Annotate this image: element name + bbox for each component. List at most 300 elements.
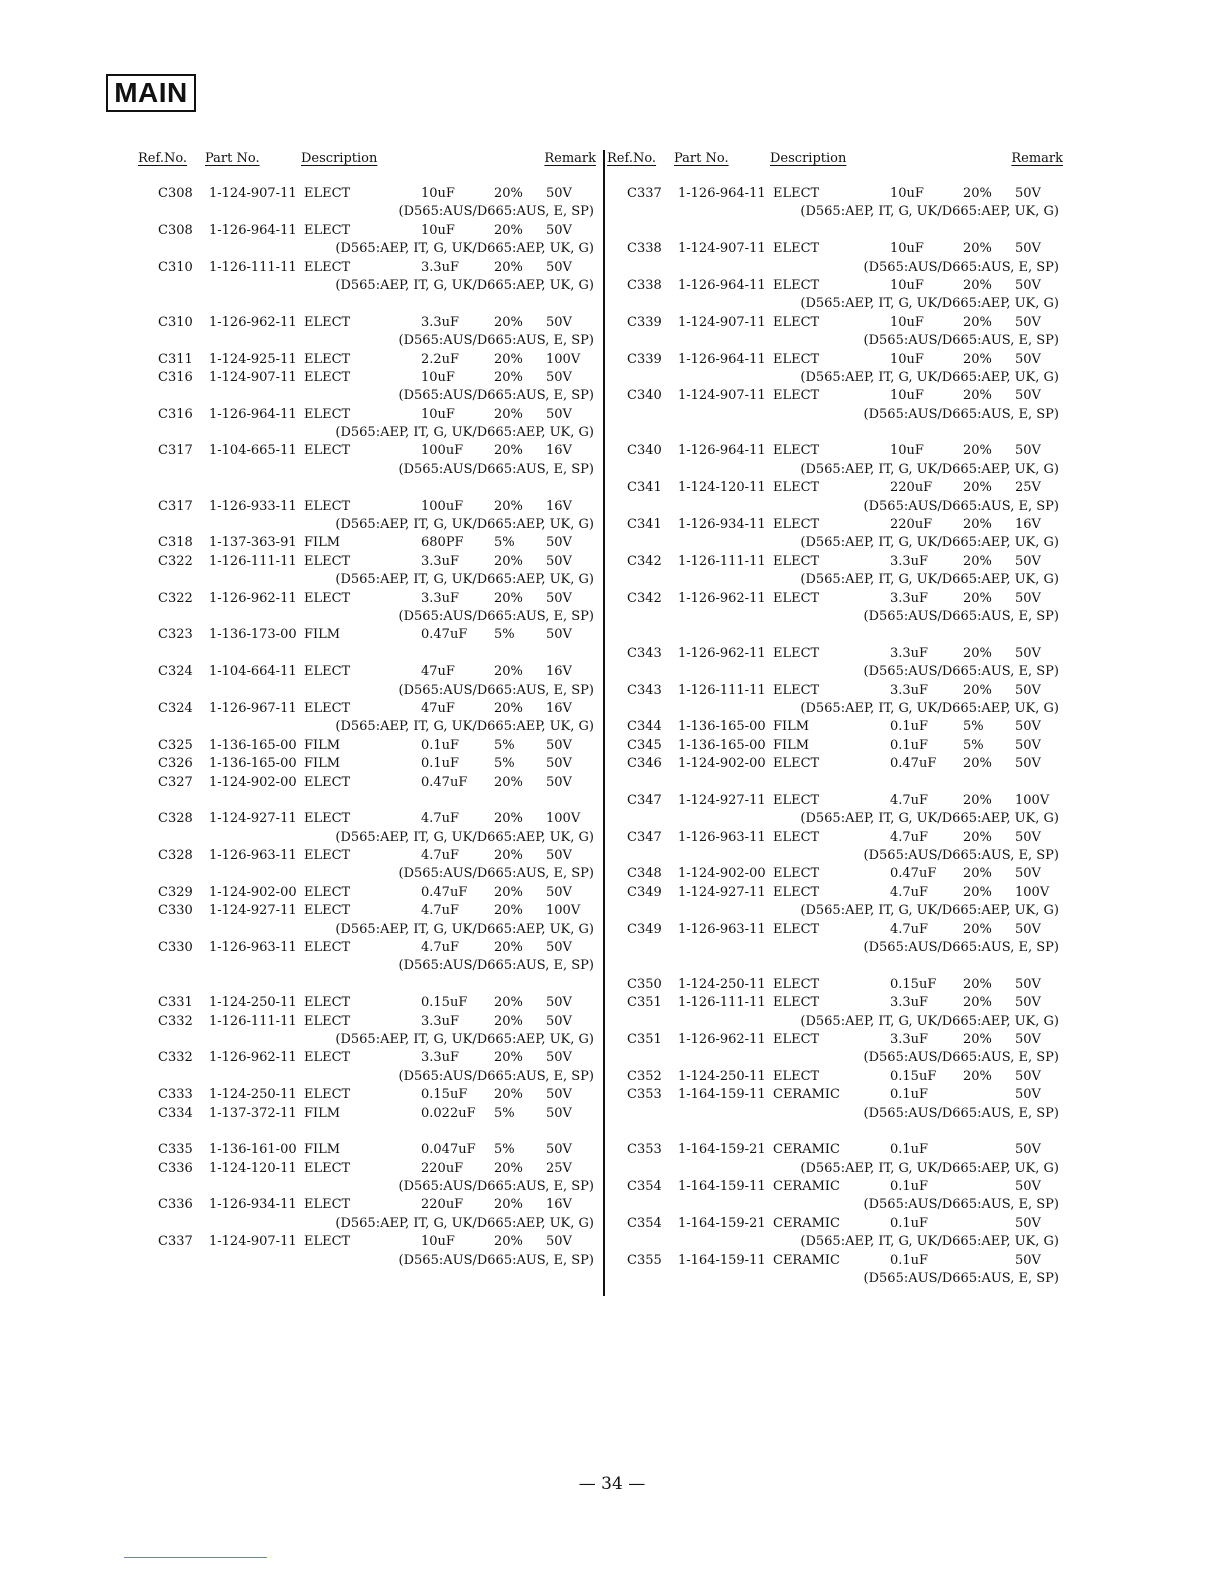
part-row [138,185,596,203]
part-voltage: 50V [1015,829,1041,845]
part-no: 1-124-927-11 [678,884,766,900]
part-voltage: 100V [1015,884,1050,900]
part-tolerance: 20% [963,756,992,772]
part-row [138,737,596,755]
part-tolerance: 20% [963,995,992,1011]
part-tolerance: 20% [963,645,992,661]
part-type: ELECT [304,186,351,201]
part-tolerance: 20% [494,700,523,716]
ref-no: C335 [158,1142,193,1158]
part-value: 220uF [890,480,933,496]
part-tolerance: 5% [494,627,515,643]
part-tolerance: 5% [494,1105,515,1121]
part-tolerance: 20% [494,369,523,385]
part-type: ELECT [773,241,820,257]
ref-no: C336 [158,1160,193,1176]
part-voltage: 50V [1015,866,1041,882]
part-voltage: 50V [546,1087,572,1103]
part-row [138,847,596,865]
part-type: ELECT [304,351,351,367]
part-value: 10uF [421,406,455,422]
remark-row [607,1013,1063,1031]
remark-row [607,939,1063,957]
part-value: 10uF [421,369,455,385]
part-no: 1-124-907-11 [678,388,766,404]
part-type: ELECT [773,388,820,404]
part-tolerance: 20% [494,1050,523,1066]
ref-no: C341 [627,517,662,533]
ref-no: C323 [158,627,193,643]
part-no: 1-126-963-11 [209,848,297,864]
part-type: FILM [304,756,341,772]
remark-row [138,332,596,350]
part-tolerance: 20% [963,314,992,330]
ref-no: C349 [627,884,662,900]
part-voltage: 50V [546,884,572,900]
part-voltage: 50V [546,259,572,275]
ref-no: C332 [158,1013,193,1029]
part-no: 1-126-933-11 [209,498,297,514]
part-type: ELECT [304,811,351,827]
part-row [138,1013,596,1031]
ref-no: C352 [627,1068,662,1084]
part-tolerance: 20% [963,976,992,992]
part-no: 1-124-120-11 [209,1160,297,1176]
remark-row [607,700,1063,718]
part-voltage: 100V [546,903,581,919]
part-tolerance: 20% [963,186,992,201]
part-voltage: 50V [1015,1031,1041,1047]
part-tolerance: 20% [963,443,992,459]
part-row [607,387,1063,405]
footer-rule [124,1557,267,1558]
ref-no: C338 [627,277,662,293]
part-no: 1-126-964-11 [209,406,297,422]
part-tolerance: 5% [494,535,515,551]
remark-text: (D565:AUS/D665:AUS, E, SP) [398,333,594,349]
part-type: ELECT [304,259,351,275]
part-value: 0.15uF [890,976,937,992]
part-value: 3.3uF [890,1031,929,1047]
part-tolerance: 20% [494,406,523,422]
part-type: CERAMIC [773,1252,841,1268]
section-label: MAIN [106,74,196,112]
remark-text: (D565:AEP, IT, G, UK/D665:AEP, UK, G) [800,700,1059,716]
part-type: ELECT [304,443,351,459]
part-row [138,939,596,957]
part-no: 1-126-111-11 [209,1013,297,1029]
part-voltage: 50V [1015,1068,1041,1084]
part-tolerance: 20% [494,811,523,827]
part-value: 4.7uF [421,811,460,827]
part-row [138,774,596,792]
part-voltage: 50V [546,1105,572,1121]
part-type: ELECT [304,590,351,606]
part-no: 1-136-165-00 [678,737,766,753]
row-spacer [607,774,1063,792]
remark-text: (D565:AEP, IT, G, UK/D665:AEP, UK, G) [800,535,1059,551]
part-row [607,351,1063,369]
part-voltage: 100V [546,811,581,827]
remark-text: (D565:AUS/D665:AUS, E, SP) [863,1271,1059,1287]
part-row [138,1086,596,1104]
remark-row [607,1233,1063,1251]
part-voltage: 50V [1015,1179,1041,1195]
part-row [607,185,1063,203]
ref-no: C324 [158,700,193,716]
part-tolerance: 20% [494,1234,523,1250]
remark-row [138,461,596,479]
parts-list-right-column [607,148,1063,1288]
remark-text: (D565:AUS/D665:AUS, E, SP) [863,848,1059,864]
part-type: ELECT [773,645,820,661]
part-type: ELECT [773,314,820,330]
ref-no: C317 [158,443,193,459]
part-row [607,884,1063,902]
header-description: Description [770,151,847,166]
remark-text: (D565:AEP, IT, G, UK/D665:AEP, UK, G) [335,829,594,845]
part-row [138,351,596,369]
part-row [607,277,1063,295]
ref-no: C353 [627,1142,662,1158]
remark-text: (D565:AEP, IT, G, UK/D665:AEP, UK, G) [335,719,594,735]
part-no: 1-126-111-11 [209,259,297,275]
part-row [607,240,1063,258]
part-voltage: 50V [546,222,572,238]
part-voltage: 50V [1015,737,1041,753]
remark-text: (D565:AEP, IT, G, UK/D665:AEP, UK, G) [335,277,594,293]
remark-text: (D565:AUS/D665:AUS, E, SP) [398,388,594,404]
part-tolerance: 20% [494,995,523,1011]
remark-row [607,1270,1063,1288]
ref-no: C311 [158,351,193,367]
remark-text: (D565:AUS/D665:AUS, E, SP) [863,498,1059,514]
part-no: 1-136-165-00 [678,719,766,735]
part-voltage: 50V [546,995,572,1011]
remark-text: (D565:AUS/D665:AUS, E, SP) [398,461,594,477]
part-value: 3.3uF [890,995,929,1011]
part-tolerance: 20% [494,186,523,201]
part-voltage: 16V [546,700,572,716]
part-type: ELECT [304,995,351,1011]
part-value: 3.3uF [421,1050,460,1066]
ref-no: C340 [627,388,662,404]
remark-row [607,259,1063,277]
part-voltage: 50V [1015,976,1041,992]
part-tolerance: 20% [963,277,992,293]
part-voltage: 16V [546,664,572,680]
part-no: 1-124-250-11 [678,976,766,992]
part-value: 10uF [890,443,924,459]
part-row [138,1105,596,1123]
ref-no: C326 [158,756,193,772]
part-no: 1-136-165-00 [209,737,297,753]
part-row [138,1160,596,1178]
remark-row [607,571,1063,589]
part-no: 1-126-962-11 [209,314,297,330]
row-spacer [138,1123,596,1141]
part-value: 0.15uF [890,1068,937,1084]
part-value: 0.1uF [421,756,460,772]
part-type: ELECT [304,498,351,514]
part-no: 1-126-934-11 [678,517,766,533]
part-row [607,718,1063,736]
ref-no: C330 [158,940,193,956]
part-voltage: 50V [546,1142,572,1158]
ref-no: C308 [158,222,193,238]
part-value: 3.3uF [890,645,929,661]
part-row [138,755,596,773]
ref-no: C330 [158,903,193,919]
remark-text: (D565:AUS/D665:AUS, E, SP) [863,664,1059,680]
part-type: CERAMIC [773,1215,841,1231]
remark-text: (D565:AEP, IT, G, UK/D665:AEP, UK, G) [800,1160,1059,1176]
part-row [607,976,1063,994]
part-row [607,479,1063,497]
part-type: ELECT [304,774,351,790]
ref-no: C347 [627,829,662,845]
part-value: 3.3uF [890,590,929,606]
ref-no: C343 [627,682,662,698]
part-no: 1-124-907-11 [209,1234,297,1250]
part-tolerance: 5% [494,737,515,753]
part-value: 0.15uF [421,1087,468,1103]
part-no: 1-124-925-11 [209,351,297,367]
part-row [138,1233,596,1251]
part-voltage: 50V [1015,1087,1041,1103]
part-voltage: 50V [1015,241,1041,257]
part-voltage: 50V [1015,351,1041,367]
part-tolerance: 20% [963,829,992,845]
part-value: 10uF [890,351,924,367]
part-tolerance: 20% [494,222,523,238]
part-tolerance: 20% [963,1031,992,1047]
part-type: ELECT [304,553,351,569]
part-no: 1-124-902-00 [678,866,766,882]
ref-no: C339 [627,314,662,330]
ref-no: C333 [158,1087,193,1103]
part-value: 0.47uF [890,756,937,772]
part-value: 3.3uF [421,590,460,606]
remark-row [607,1105,1063,1123]
part-value: 4.7uF [890,829,929,845]
part-type: CERAMIC [773,1179,841,1195]
part-voltage: 50V [1015,277,1041,293]
part-value: 0.47uF [421,884,468,900]
row-spacer [607,957,1063,975]
part-tolerance: 20% [494,259,523,275]
remark-text: (D565:AUS/D665:AUS, E, SP) [863,333,1059,349]
remark-row [138,516,596,534]
row-spacer [607,626,1063,644]
part-no: 1-124-250-11 [209,995,297,1011]
part-type: ELECT [304,1087,351,1103]
part-row [607,645,1063,663]
remark-row [607,498,1063,516]
part-tolerance: 20% [963,553,992,569]
part-value: 220uF [421,1160,464,1176]
part-voltage: 50V [546,848,572,864]
part-no: 1-137-372-11 [209,1105,297,1121]
remark-row [607,1049,1063,1067]
part-type: ELECT [773,517,820,533]
ref-no: C337 [627,186,662,201]
part-type: FILM [773,719,810,735]
part-no: 1-124-120-11 [678,480,766,496]
row-spacer [607,424,1063,442]
remark-row [138,240,596,258]
part-type: ELECT [304,1234,351,1250]
part-no: 1-126-111-11 [209,553,297,569]
part-voltage: 50V [1015,1142,1041,1158]
part-no: 1-124-927-11 [209,811,297,827]
part-value: 0.47uF [421,627,468,643]
part-type: ELECT [773,792,820,808]
ref-no: C324 [158,664,193,680]
ref-no: C354 [627,1179,662,1195]
part-no: 1-104-664-11 [209,664,297,680]
part-no: 1-126-934-11 [209,1197,297,1213]
part-type: CERAMIC [773,1087,841,1103]
ref-no: C316 [158,369,193,385]
part-voltage: 16V [546,498,572,514]
part-voltage: 50V [546,590,572,606]
part-no: 1-126-111-11 [678,553,766,569]
part-voltage: 50V [1015,756,1041,772]
remark-text: (D565:AEP, IT, G, UK/D665:AEP, UK, G) [800,811,1059,827]
part-row [138,1049,596,1067]
row-spacer [138,645,596,663]
part-no: 1-124-250-11 [209,1087,297,1103]
header-description: Description [301,151,378,166]
part-value: 0.1uF [890,1252,929,1268]
remark-row [138,865,596,883]
part-row [607,1178,1063,1196]
part-value: 10uF [890,277,924,293]
part-value: 0.15uF [421,995,468,1011]
ref-no: C336 [158,1197,193,1213]
part-tolerance: 20% [494,664,523,680]
part-voltage: 50V [1015,443,1041,459]
part-type: ELECT [304,848,351,864]
remark-row [138,571,596,589]
part-row [607,1031,1063,1049]
remark-text: (D565:AUS/D665:AUS, E, SP) [863,1050,1059,1066]
remark-row [138,1252,596,1270]
ref-no: C339 [627,351,662,367]
ref-no: C322 [158,590,193,606]
part-no: 1-126-962-11 [678,645,766,661]
remark-row [607,663,1063,681]
part-value: 0.1uF [890,1087,929,1103]
ref-no: C328 [158,848,193,864]
part-row [607,1252,1063,1270]
remark-row [607,1196,1063,1214]
part-type: ELECT [773,480,820,496]
part-no: 1-136-173-00 [209,627,297,643]
part-type: FILM [304,737,341,753]
remark-row [607,406,1063,424]
remark-row [138,387,596,405]
part-row [607,682,1063,700]
part-voltage: 100V [546,351,581,367]
part-tolerance: 20% [494,848,523,864]
part-type: FILM [304,535,341,551]
part-row [138,1141,596,1159]
part-value: 2.2uF [421,351,460,367]
part-value: 0.1uF [890,719,929,735]
remark-text: (D565:AUS/D665:AUS, E, SP) [863,608,1059,624]
part-no: 1-126-967-11 [209,700,297,716]
part-voltage: 50V [546,1050,572,1066]
part-row [138,442,596,460]
part-value: 4.7uF [890,792,929,808]
part-value: 10uF [421,222,455,238]
part-no: 1-124-902-00 [209,884,297,900]
part-value: 4.7uF [421,848,460,864]
part-value: 10uF [421,1234,455,1250]
parts-rows [607,185,1063,1288]
part-voltage: 25V [546,1160,572,1176]
ref-no: C325 [158,737,193,753]
part-row [138,810,596,828]
part-tolerance: 20% [494,774,523,790]
part-tolerance: 5% [494,1142,515,1158]
part-voltage: 50V [546,535,572,551]
remark-row [138,1068,596,1086]
part-row [607,553,1063,571]
part-tolerance: 20% [494,1013,523,1029]
part-row [138,498,596,516]
part-type: ELECT [773,186,820,201]
part-type: FILM [773,737,810,753]
part-row [607,865,1063,883]
part-row [607,737,1063,755]
part-tolerance: 20% [494,1087,523,1103]
part-voltage: 50V [1015,995,1041,1011]
part-no: 1-124-902-00 [209,774,297,790]
remark-row [138,1178,596,1196]
page-number: — 34 — [578,1474,646,1494]
part-voltage: 100V [1015,792,1050,808]
part-no: 1-164-159-21 [678,1215,766,1231]
remark-row [138,957,596,975]
ref-no: C327 [158,774,193,790]
part-tolerance: 5% [963,719,984,735]
part-value: 3.3uF [421,1013,460,1029]
remark-text: (D565:AEP, IT, G, UK/D665:AEP, UK, G) [800,461,1059,477]
part-value: 100uF [421,498,464,514]
part-value: 0.1uF [421,737,460,753]
part-type: ELECT [304,406,351,422]
row-spacer [138,976,596,994]
part-value: 0.47uF [890,866,937,882]
part-no: 1-164-159-11 [678,1087,766,1103]
ref-no: C354 [627,1215,662,1231]
ref-no: C348 [627,866,662,882]
part-tolerance: 20% [963,792,992,808]
part-no: 1-104-665-11 [209,443,297,459]
ref-no: C337 [158,1234,193,1250]
part-no: 1-124-907-11 [678,314,766,330]
part-type: ELECT [773,921,820,937]
part-row [607,921,1063,939]
part-tolerance: 20% [963,388,992,404]
part-tolerance: 20% [494,314,523,330]
remark-row [138,203,596,221]
part-voltage: 16V [546,1197,572,1213]
remark-text: (D565:AEP, IT, G, UK/D665:AEP, UK, G) [335,1031,594,1047]
